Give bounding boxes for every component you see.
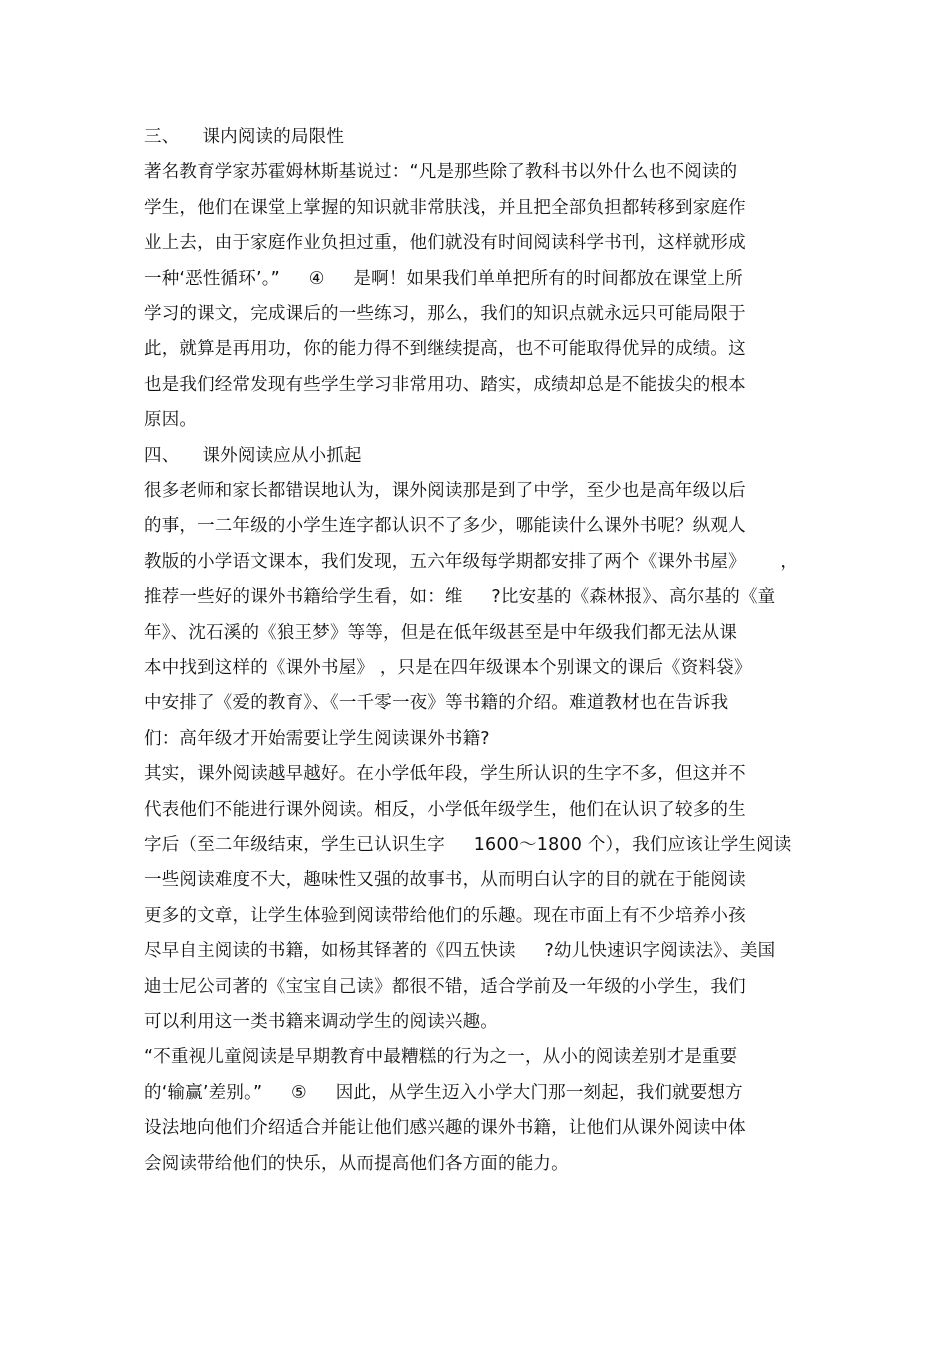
text-line: 也是我们经常发现有些学生学习非常用功、踏实，成绩却总是不能拔尖的根本 — [144, 374, 746, 395]
text-line: 更多的文章，让学生体验到阅读带给他们的乐趣。现在市面上有不少培养小孩 — [144, 905, 746, 926]
text-line: 设法地向他们介绍适合并能让他们感兴趣的课外书籍，让他们从课外阅读中体 — [144, 1118, 746, 1139]
text-line: 字后（至二年级结束，学生已认识生字 1600～1800 个），我们应该让学生阅读 — [144, 835, 792, 855]
section-heading: 三、 课内阅读的局限性 — [144, 127, 345, 147]
text-line: 中安排了《爱的教育》、《一千零一夜》等书籍的介绍。难道教材也在告诉我 — [144, 693, 729, 714]
text-line: 原因。 — [144, 410, 198, 431]
text-line: 推荐一些好的课外书籍给学生看，如：维 ?比安基的《森林报》、高尔基的《童 — [144, 587, 776, 608]
text-line: 的‘输赢’差别。” ⑤ 因此，从学生迈入小学大门那一刻起，我们就要想方 — [144, 1082, 743, 1103]
text-line: 们：高年级才开始需要让学生阅读课外书籍? — [144, 728, 490, 749]
section-heading: 四、 课外阅读应从小抓起 — [144, 445, 362, 466]
text-line: 会阅读带给他们的快乐，从而提高他们各方面的能力。 — [144, 1153, 569, 1174]
text-line: 此，就算是再用功，你的能力得不到继续提高，也不可能取得优异的成绩。这 — [144, 339, 746, 360]
text-line: 学生，他们在课堂上掌握的知识就非常肤浅，并且把全部负担都转移到家庭作 — [144, 197, 746, 218]
text-line: 业上去，由于家庭作业负担过重，他们就没有时间阅读科学书刊，这样就形成 — [144, 233, 746, 254]
text-line: 学习的课文，完成课后的一些练习，那么，我们的知识点就永远只可能局限于 — [144, 304, 746, 324]
text-line: 可以利用这一类书籍来调动学生的阅读兴趣。 — [144, 1012, 498, 1032]
text-line: 著名教育学家苏霍姆林斯基说过：“凡是那些除了教科书以外什么也不阅读的 — [144, 162, 738, 183]
text-line: 一种‘恶性循环’。” ④ 是啊！如果我们单单把所有的时间都放在课堂上所 — [144, 268, 743, 289]
text-line: 本中找到这样的《课外书屋》 ，只是在四年级课本个别课文的课后《资料袋》 — [144, 658, 752, 678]
text-line: 其实，课外阅读越早越好。在小学低年段，学生所认识的生字不多，但这并不 — [144, 764, 746, 785]
text-line: 一些阅读难度不大，趣味性又强的故事书，从而明白认字的目的就在于能阅读 — [144, 870, 746, 891]
text-line: 代表他们不能进行课外阅读。相反，小学低年级学生，他们在认识了较多的生 — [144, 799, 746, 820]
text-line: 的事，一二年级的小学生连字都认识不了多少，哪能读什么课外书呢？纵观人 — [144, 516, 746, 537]
text-line: 尽早自主阅读的书籍，如杨其铎著的《四五快读 ?幼儿快速识字阅读法》、美国 — [144, 941, 776, 962]
text-line: 教版的小学语文课本，我们发现，五六年级每学期都安排了两个《课外书屋》 ， — [144, 551, 799, 572]
text-line: 迪士尼公司著的《宝宝自己读》都很不错，适合学前及一年级的小学生，我们 — [144, 976, 746, 997]
text-line: 很多老师和家长都错误地认为，课外阅读那是到了中学，至少也是高年级以后 — [144, 481, 746, 501]
text-line: “不重视儿童阅读是早期教育中最糟糕的行为之一，从小的阅读差别才是重要 — [144, 1047, 738, 1068]
text-line: 年》、沈石溪的《狼王梦》等等，但是在低年级甚至是中年级我们都无法从课 — [144, 622, 738, 643]
